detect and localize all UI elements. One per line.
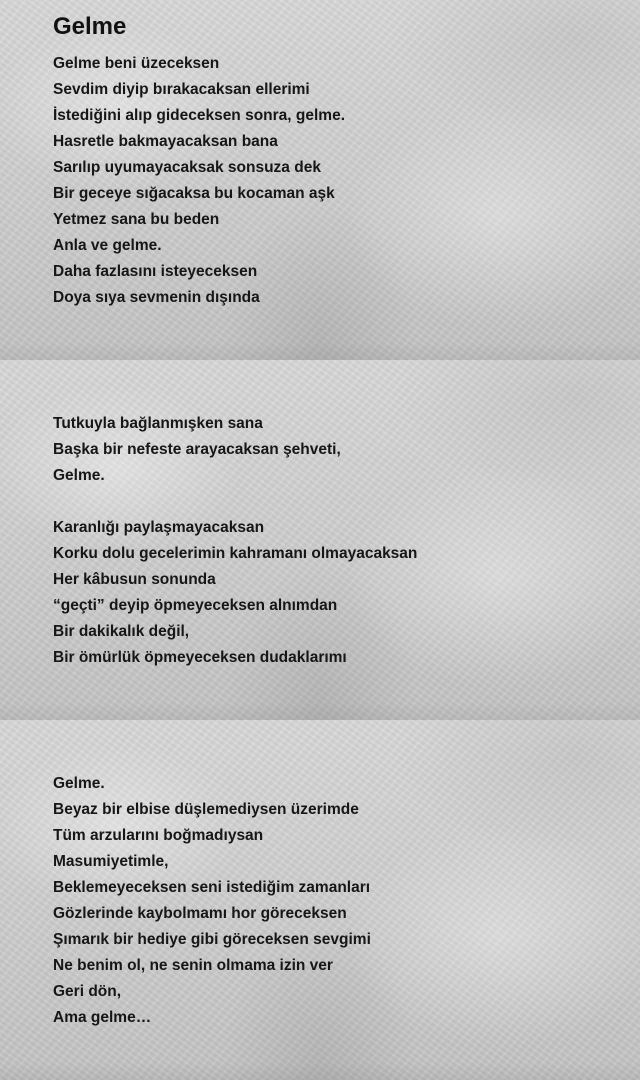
poem-line: Yetmez sana bu beden: [53, 211, 220, 228]
poem-line: Beklemeyeceksen seni istediğim zamanları: [53, 879, 371, 896]
poem-line: Masumiyetimle,: [53, 853, 169, 870]
poem-line: Geri dön,: [53, 983, 122, 1000]
poem-line: Ne benim ol, ne senin olmama izin ver: [53, 957, 333, 974]
poem-line: Şımarık bir hediye gibi göreceksen sevgimi: [53, 931, 371, 948]
poem-line: Gelme beni üzeceksen: [53, 55, 220, 72]
poem-line: Bir ömürlük öpmeyeceksen dudaklarımı: [53, 649, 347, 666]
poem-stanza-3: [53, 515, 417, 671]
poem-stanza-2: [53, 411, 341, 489]
poem-line: Gelme.: [53, 467, 105, 484]
poem-line: Sevdim diyip bırakacaksan ellerimi: [53, 81, 310, 98]
poem-line: Bir geceye sığacaksa bu kocaman aşk: [53, 185, 335, 202]
poem-stanza-1: [53, 51, 345, 311]
poem-line: Daha fazlasını isteyeceksen: [53, 263, 258, 280]
poem-line: Hasretle bakmayacaksan bana: [53, 133, 278, 150]
poem-line: “geçti” deyip öpmeyeceksen alnımdan: [53, 597, 338, 614]
poem-line: Beyaz bir elbise düşlemediysen üzerimde: [53, 801, 359, 818]
poem-line: Karanlığı paylaşmayacaksan: [53, 519, 265, 536]
poem-line: Tüm arzularını boğmadıysan: [53, 827, 264, 844]
poem-line: Gelme.: [53, 775, 105, 792]
poem-line: Doya sıya sevmenin dışında: [53, 289, 260, 306]
poem-line: Bir dakikalık değil,: [53, 623, 190, 640]
poem-line: Tutkuyla bağlanmışken sana: [53, 415, 263, 432]
poem-panel-1: [0, 0, 640, 360]
poem-line: Sarılıp uyumayacaksak sonsuza dek: [53, 159, 321, 176]
poem-panel-3: [0, 720, 640, 1080]
poem-line: Her kâbusun sonunda: [53, 571, 216, 588]
poem-line: Ama gelme…: [53, 1009, 152, 1026]
poem-title: Gelme: [53, 13, 127, 40]
poem-line: Gözlerinde kaybolmamı hor göreceksen: [53, 905, 347, 922]
poem-line: Başka bir nefeste arayacaksan şehveti,: [53, 441, 341, 458]
poem-stanza-4: [53, 771, 371, 1031]
poem-line: Anla ve gelme.: [53, 237, 162, 254]
poem-line: İstediğini alıp gideceksen sonra, gelme.: [53, 107, 346, 124]
poem-panel-2: [0, 360, 640, 720]
poem-line: Korku dolu gecelerimin kahramanı olmayacaksan: [53, 545, 418, 562]
